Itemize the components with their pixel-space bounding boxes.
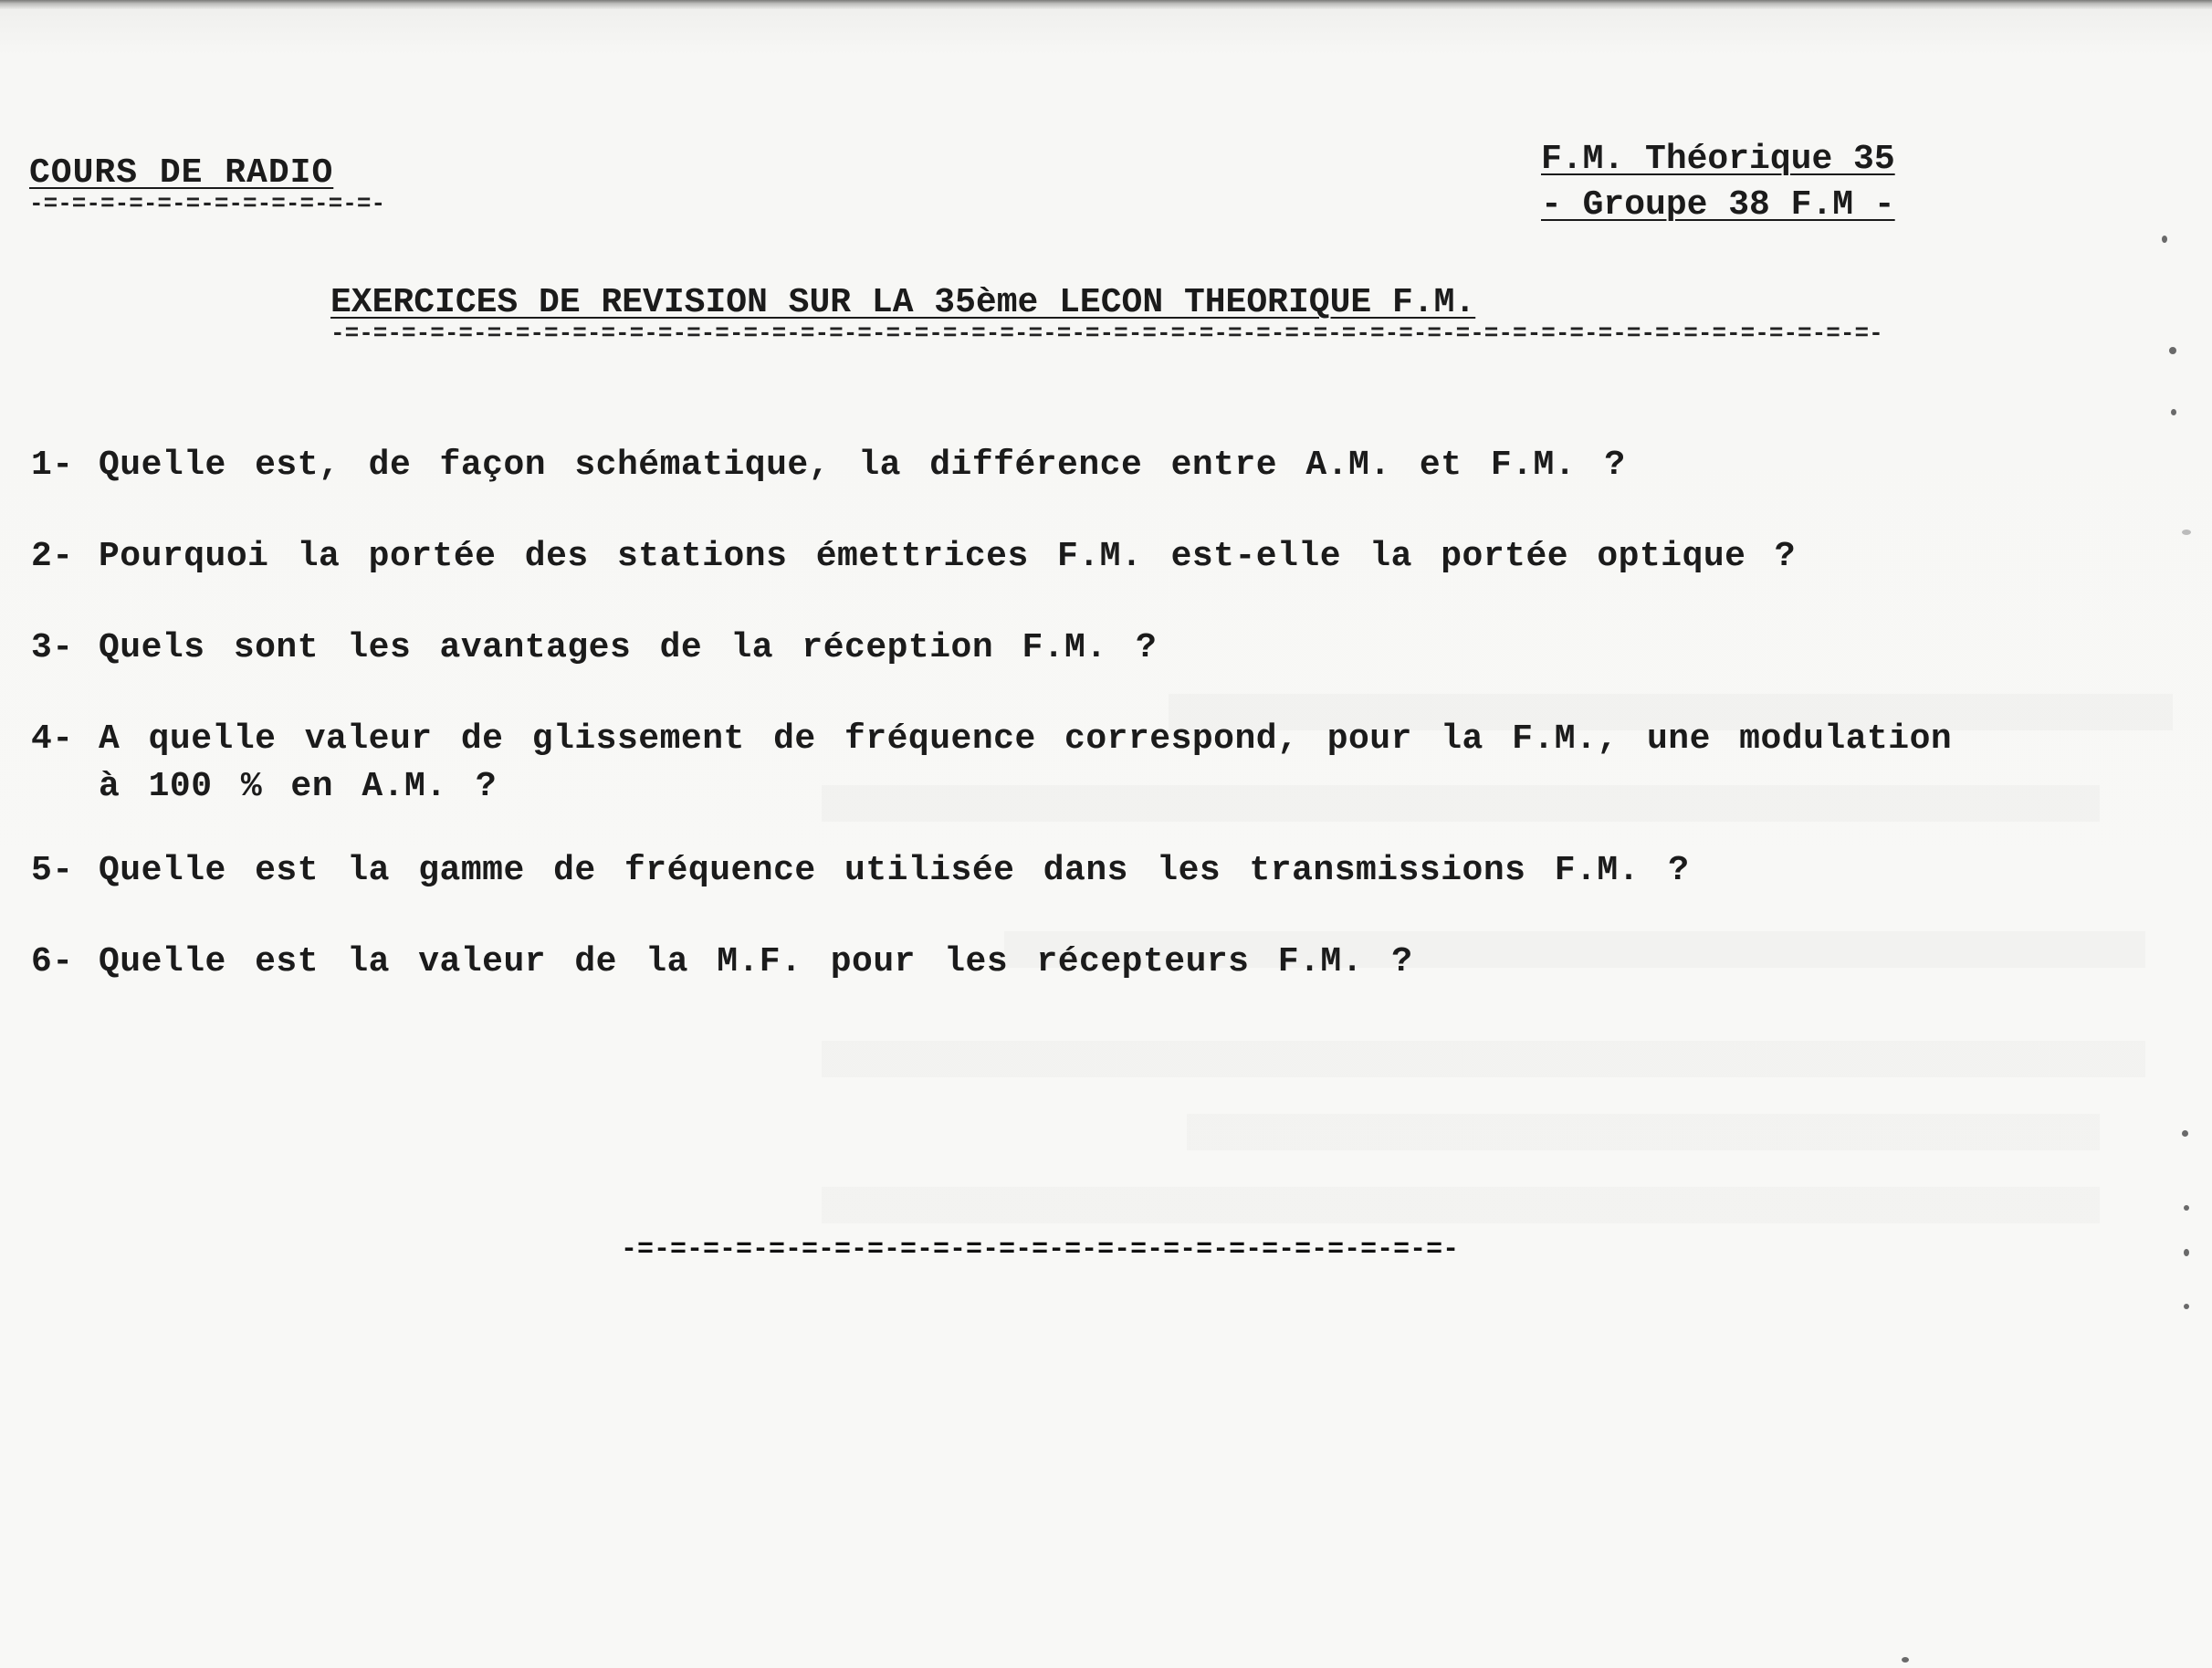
question-list <box>31 442 1994 1030</box>
end-separator: -=-=-=-=-=-=-=-=-=-=-=-=-=-=-=-=-=-=-=-=-=-=-=-=-=- <box>621 1234 1460 1265</box>
course-title-block <box>29 153 386 217</box>
question-number: 2- <box>31 537 74 576</box>
exercise-heading-title: EXERCICES DE REVISION SUR LA 35ème LECON THEORIQUE F.M. <box>330 283 1476 322</box>
scan-speck <box>2184 1205 2189 1211</box>
scan-speck <box>2182 530 2191 535</box>
scan-speck <box>2169 347 2176 354</box>
question-number: 5- <box>31 851 74 890</box>
question-text: Quelle est la gamme de fréquence utilisée dans les transmissions F.M. ? <box>99 851 1690 890</box>
scan-speck <box>2182 1130 2188 1137</box>
question-item <box>31 624 1994 672</box>
course-title: COURS DE RADIO <box>29 153 334 193</box>
question-text: A quelle valeur de glissement de fréquence correspond, pour la F.M., une modulation à 100 % en A.M. ? <box>99 719 1953 806</box>
question-text: Pourquoi la portée des stations émettrices F.M. est-elle la portée optique ? <box>99 537 1797 576</box>
question-item <box>31 847 1994 895</box>
bleed-through-shadow <box>1187 1114 2100 1150</box>
bleed-through-shadow <box>822 1187 2100 1223</box>
question-number: 6- <box>31 942 74 981</box>
lesson-reference <box>1541 137 1895 228</box>
question-item <box>31 442 1994 489</box>
exercise-heading-decoration: -=-=-=-=-=-=-=-=-=-=-=-=-=-=-=-=-=-=-=-=-=-=-=-=-=-=-=-=-=-=-=-=-=-=-=-=-=-=-=-=-=-=-=-=-=-=-=-=-=-=-=-=-=-=- <box>330 320 1883 347</box>
question-text: Quelle est la valeur de la M.F. pour les récepteurs F.M. ? <box>99 942 1413 981</box>
bleed-through-shadow <box>822 1041 2145 1077</box>
question-text: Quelle est, de façon schématique, la différence entre A.M. et F.M. ? <box>99 446 1626 485</box>
question-number: 1- <box>31 446 74 485</box>
question-item <box>31 939 1994 986</box>
question-item <box>31 716 1994 811</box>
question-text: Quels sont les avantages de la réception F.M. ? <box>99 628 1158 667</box>
page-top-edge <box>0 0 2212 9</box>
lesson-reference-line2: - Groupe 38 F.M - <box>1541 185 1895 225</box>
question-number: 4- <box>31 719 74 759</box>
exercise-heading <box>330 283 1883 347</box>
scan-speck <box>2184 1304 2189 1309</box>
question-item <box>31 533 1994 581</box>
lesson-reference-line1: F.M. Théorique 35 <box>1541 140 1895 179</box>
scan-speck <box>2162 236 2167 243</box>
scan-speck <box>2171 409 2176 415</box>
question-number: 3- <box>31 628 74 667</box>
course-title-decoration: -=-=-=-=-=-=-=-=-=-=-=-=- <box>29 190 386 217</box>
scan-speck <box>2184 1249 2189 1256</box>
scan-speck <box>1902 1657 1909 1663</box>
